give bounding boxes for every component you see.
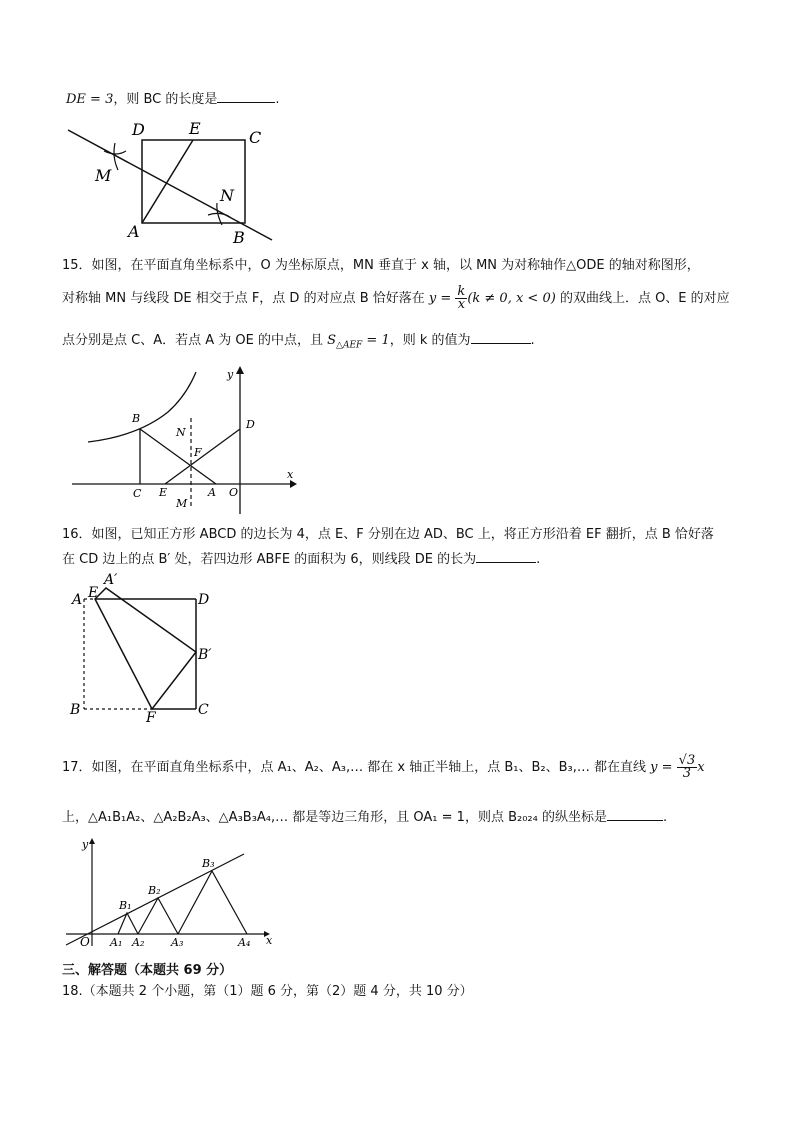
q17-label-a1: A₁ xyxy=(110,936,123,949)
q17-label-o: O xyxy=(80,935,90,949)
q15-func-den: x xyxy=(457,297,466,312)
q15-line-3a: 点分别是点 C、A．若点 A 为 OE 的中点，且 xyxy=(62,333,323,348)
q17-triangle-2 xyxy=(138,898,178,934)
q14-line xyxy=(66,88,280,109)
q17-func-den: 3 xyxy=(682,766,692,781)
q17-line-1 xyxy=(62,755,705,780)
q15-x-arrow xyxy=(290,480,297,488)
q17-label-y: y xyxy=(82,838,89,851)
q15-func-frac xyxy=(455,286,467,311)
q16-label-a-prime: A′ xyxy=(104,572,118,588)
q15-line-2 xyxy=(62,286,730,311)
q15-line-1: 15．如图，在平面直角坐标系中，O 为坐标原点，MN 垂直于 x 轴，以 MN 为对称轴作△ODE 的轴对称图形， xyxy=(62,258,700,273)
q17-func-y: y = xyxy=(650,760,673,775)
q17-end: . xyxy=(662,810,668,825)
q14-end: . xyxy=(275,92,280,107)
q14-label-m: M xyxy=(95,166,112,185)
q17-label-x: x xyxy=(266,934,273,947)
q14-label-a: A xyxy=(128,222,140,241)
q17-figure xyxy=(62,836,282,951)
q17-label-a3: A₃ xyxy=(171,936,184,949)
q16-label-d: D xyxy=(198,592,210,608)
q15-end: . xyxy=(530,333,535,348)
q14-figure xyxy=(60,115,290,250)
q15-label-o: O xyxy=(229,486,239,499)
q14-rectangle xyxy=(142,140,245,223)
q15-func-y: y = xyxy=(428,291,452,306)
q15-line-3 xyxy=(62,329,535,355)
q17-triangle-3 xyxy=(178,871,247,934)
q17-triangle-1 xyxy=(118,913,138,934)
q14-label-d: D xyxy=(132,120,145,139)
q15-label-f: F xyxy=(194,446,202,459)
q15-line-3b: ，则 k 的值为 xyxy=(389,333,471,348)
q17-label-a2: A₂ xyxy=(132,936,145,949)
q15-eq: = 1 xyxy=(366,333,390,348)
q15-label-d: D xyxy=(246,418,255,431)
q14-text: ，则 BC 的长度是 xyxy=(113,92,218,107)
q15-label-m: M xyxy=(176,497,188,510)
q15-label-b: B xyxy=(132,412,141,425)
q17-func-frac xyxy=(677,755,698,780)
q17-line-1a: 17．如图，在平面直角坐标系中，点 A₁、A₂、A₃,… 都在 x 轴正半轴上，点 B₁、B₂、B₃,… 都在直线 xyxy=(62,760,646,775)
q17-label-b1: B₁ xyxy=(119,899,132,912)
q16-line-1: 16．如图，已知正方形 ABCD 的边长为 4，点 E、F 分别在边 AD、BC 上，将正方形沿着 EF 翻折，点 B 恰好落 xyxy=(62,527,714,542)
q14-label-b: B xyxy=(233,228,245,247)
q16-label-e: E xyxy=(88,585,99,601)
q17-line-2a: 上，△A₁B₁A₂、△A₂B₂A₃、△A₃B₃A₄,… 都是等边三角形，且 OA₁ = 1，则点 B₂₀₂₄ 的纵坐标是 xyxy=(62,810,607,825)
q15-label-e: E xyxy=(159,486,168,499)
q16-folded-shape xyxy=(95,588,196,709)
q16-label-a: A xyxy=(72,592,83,608)
q15-label-n: N xyxy=(176,426,186,439)
q16-label-c: C xyxy=(198,702,209,718)
q16-label-f: F xyxy=(146,710,156,726)
q16-answer-blank[interactable] xyxy=(476,548,536,563)
q17-label-b2: B₂ xyxy=(148,884,161,897)
q17-answer-blank[interactable] xyxy=(607,806,663,821)
q17-func-x: x xyxy=(697,760,705,775)
q18-text: 18.（本题共 2 个小题，第（1）题 6 分，第（2）题 4 分，共 10 分） xyxy=(62,984,473,999)
q15-label-c: C xyxy=(133,487,142,500)
q14-label-c: C xyxy=(249,128,262,147)
q15-label-y: y xyxy=(227,368,234,381)
q16-label-b-prime: B′ xyxy=(198,647,212,663)
q15-label-a: A xyxy=(208,486,216,499)
q16-label-b: B xyxy=(70,702,81,718)
q14-expr: DE = 3 xyxy=(66,92,114,107)
q15-figure xyxy=(68,366,308,516)
q14-label-e: E xyxy=(189,119,201,138)
q15-s: S xyxy=(327,333,337,348)
q17-label-a4: A₄ xyxy=(238,936,251,949)
q17-line xyxy=(66,854,244,945)
q15-s-sub: △AEF xyxy=(336,340,363,351)
q14-segment-ae xyxy=(142,140,193,223)
q16-line-2-text: 在 CD 边上的点 B′ 处，若四边形 ABFE 的面积为 6，则线段 DE 的长为 xyxy=(62,552,477,567)
section-3-title: 三、解答题（本题共 69 分） xyxy=(62,963,233,978)
q15-func-num: k xyxy=(457,284,466,299)
q17-label-b3: B₃ xyxy=(202,857,215,870)
q15-answer-blank[interactable] xyxy=(471,329,531,344)
q14-label-n: N xyxy=(220,186,234,205)
q15-line-2a: 对称轴 MN 与线段 DE 相交于点 F，点 D 的对应点 B 恰好落在 xyxy=(62,291,425,306)
q15-line-2b: 的双曲线上．点 O、E 的对应 xyxy=(559,291,730,306)
q15-label-x: x xyxy=(287,468,294,481)
q15-y-arrow xyxy=(236,366,244,374)
q16-end: . xyxy=(536,552,541,567)
q16-figure xyxy=(64,570,224,725)
q17-func-num: √3 xyxy=(678,753,696,768)
q15-func-cond: (k ≠ 0, x < 0) xyxy=(467,291,556,306)
q14-answer-blank[interactable] xyxy=(217,88,275,103)
q17-y-arrow xyxy=(89,838,95,844)
q17-line-2 xyxy=(62,806,667,827)
q16-line-2 xyxy=(62,548,540,569)
